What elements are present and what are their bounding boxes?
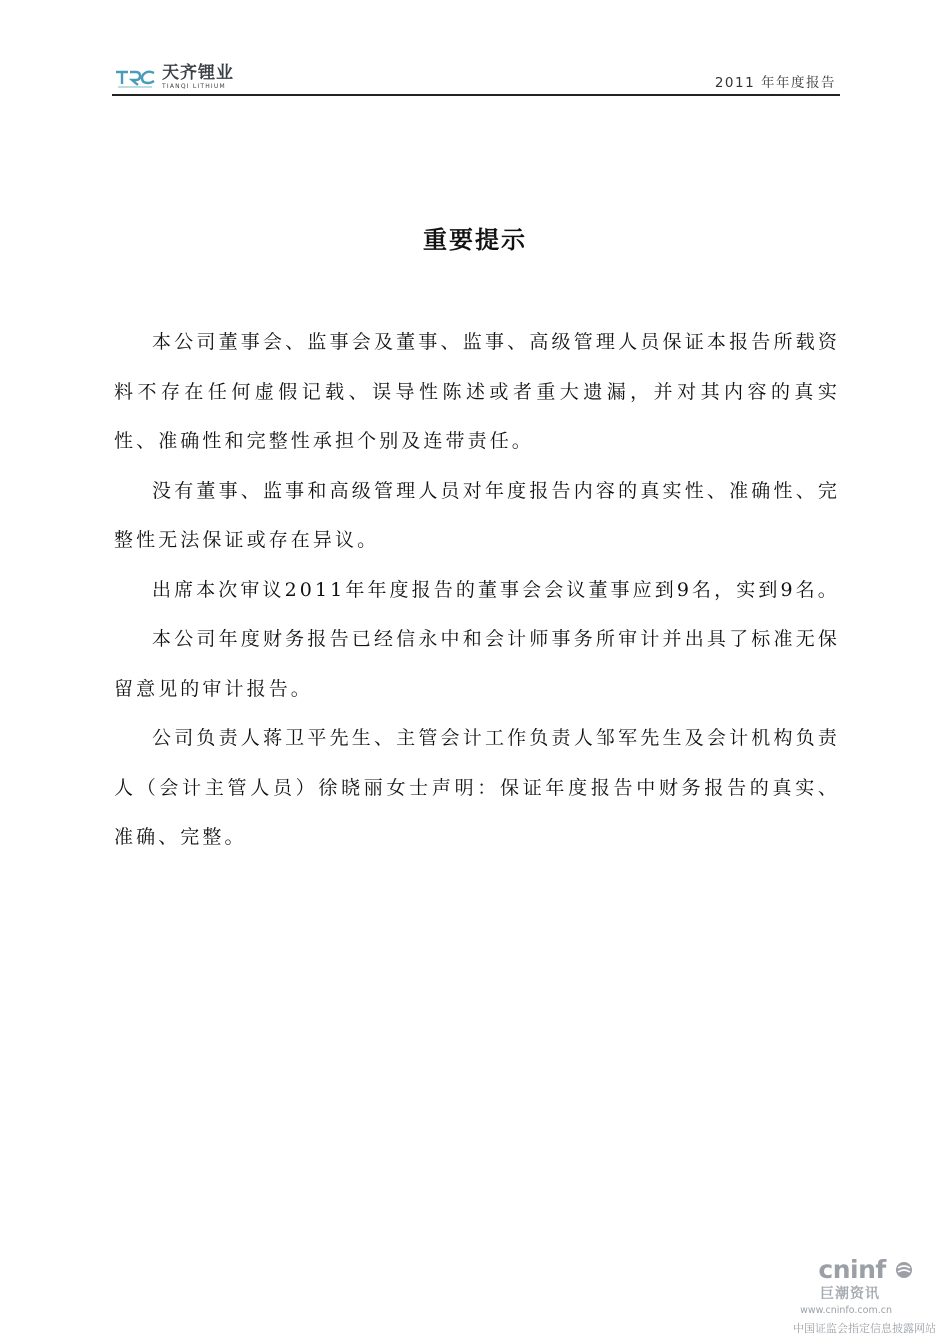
logo-name: 天齐锂业 — [162, 62, 234, 83]
cninfo-brand-cn: 巨潮资讯 — [820, 1286, 880, 1302]
notice-body — [114, 318, 840, 863]
tqc-logo-icon — [114, 64, 156, 90]
notice-paragraph: 本公司董事会、监事会及董事、监事、高级管理人员保证本报告所载资料不存在任何虚假记载、误导性陈述或者重大遗漏，并对其内容的真实性、准确性和完整性承担个别及连带责任。 — [114, 331, 840, 452]
notice-paragraph: 本公司年度财务报告已经信永中和会计师事务所审计并出具了标准无保留意见的审计报告。 — [114, 628, 840, 700]
cninfo-brand-text: cninf — [818, 1255, 886, 1284]
notice-paragraph: 没有董事、监事和高级管理人员对年度报告内容的真实性、准确性、完整性无法保证或存在异议。 — [114, 479, 840, 551]
report-label: 2011 年年度报告 — [714, 75, 836, 91]
page-header — [112, 58, 840, 96]
company-logo — [114, 62, 234, 92]
cninfo-swirl-icon — [894, 1261, 914, 1279]
page-title: 重要提示 — [423, 225, 527, 254]
cninfo-description: 中国证监会指定信息披露网站 — [793, 1322, 936, 1335]
cninfo-brand — [766, 1257, 936, 1282]
notice-paragraph: 出席本次审议2011年年度报告的董事会会议董事应到9名，实到9名。 — [152, 578, 840, 601]
logo-subtitle: TIANQI LITHIUM — [162, 82, 226, 90]
cninfo-url: www.cninfo.com.cn — [800, 1305, 892, 1316]
notice-paragraph: 公司负责人蒋卫平先生、主管会计工作负责人邹军先生及会计机构负责人（会计主管人员）徐晓丽女士声明：保证年度报告中财务报告的真实、准确、完整。 — [114, 727, 840, 848]
cninfo-watermark — [766, 1257, 936, 1336]
